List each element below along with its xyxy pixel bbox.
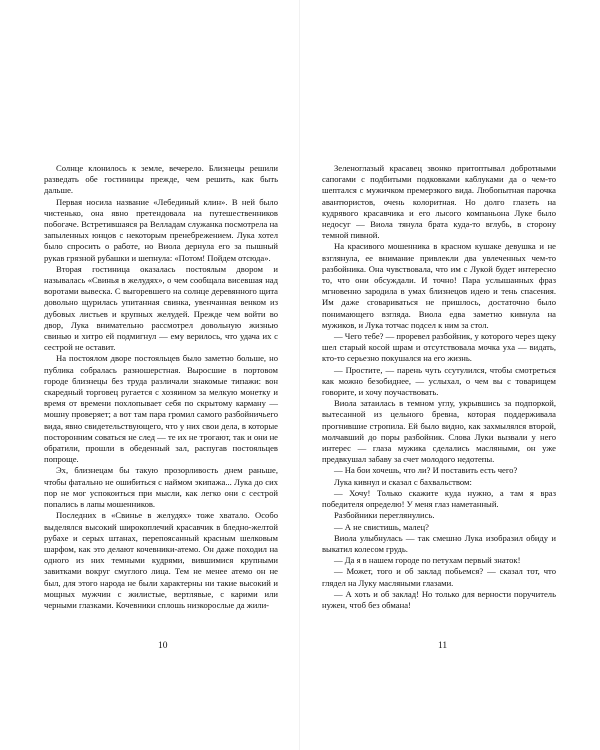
paragraph: На красивого мошенника в красном кушаке девушка и не взглянула, ее внимание привлекли два увлеченных чем-то разбойника. Она чувствовала, что им с Лукой будет интересно то, что они обсуждали. И точно! Пара услышанных фраз мгновенно зародила в умах близнецов идею и тень спасения. Им даже сговариваться не пришлось, достаточно было понимающего взгляда. Виола едва заметно кивнула на мужиков, и Лука тотчас подсел к ним за стол. — [322, 241, 556, 330]
paragraph: — Может, того и об заклад побьемся? — сказал тот, что глядел на Луку масляными глазами. — [322, 566, 556, 588]
paragraph: На постоялом дворе постояльцев было заметно больше, но публика собралась разношерстная. Выросшие в портовом городе близнецы без труда различали знакомые типажи: вон скаредный торговец ругается с хозяином за мелкую монетку и время от времени похлопывает себя по скрытому карману — мошну проверяет; а вот там пара громил самого разбойничьего вида, явно свидетельствующего, что у них свои дела, в которые посторонним соваться не след — те их не трогают, так и они не обратили, прошли в обеденный зал, распугав постояльцев попроще. — [44, 353, 278, 465]
left-page-text — [44, 163, 278, 611]
paragraph: Зеленоглазый красавец звонко притоптывал добротными сапогами с подбитыми подковками каблуками да о чем-то шептался с мужичком премерзкого вида. Любопытная парочка авантюристов, очень колоритная. Но долго глазеть на кудрявого красавчика и его лысого компаньона Луке было недосуг — Виола тянула брата куда-то вглубь, в сторону темной пивной. — [322, 163, 556, 241]
paragraph: Последних в «Свинье в желудях» тоже хватало. Особо выделялся высокий широкоплечий красавчик в бледно-желтой рубахе и серых штанах, перепоясанный красным шелковым шарфом, как это делают кочевники-атемо. Он даже походил на одного из них темными кудрями, вившимися крупными завитками вокруг смуглого лица. Тем не менее атемо он не был, для этого народа не были характерны ни такие высокий и мощных мужчин с жилистые, вертлявые, с карими или черными глазками. Кочевники сплошь низкорослые да жили- — [44, 510, 278, 610]
paragraph: — Простите, — парень чуть ссутулился, чтобы смотреться как можно безобиднее, — услыхал, о чем вы с товарищем говорите, и хочу поучаствовать. — [322, 364, 556, 398]
paragraph: — Чего тебе? — проревел разбойник, у которого через щеку шел старый косой шрам и отсутствовала мочка уха — видать, кто-то серьезно покушался на его жизнь. — [322, 331, 556, 364]
right-page — [300, 0, 600, 750]
page-number: 10 — [158, 641, 168, 651]
paragraph: — Да я в нашем городе по петухам первый знаток! — [334, 555, 521, 566]
paragraph: — А не свистишь, малец? — [334, 521, 429, 532]
paragraph: — На бои хочешь, что ли? И поставить есть чего? — [334, 465, 518, 476]
paragraph: — Хочу! Только скажите куда нужно, а там я враз победителя определю! У меня глаз наметанный. — [322, 487, 556, 510]
paragraph: — А хоть и об заклад! Но только для верности поручитель нужен, чтоб без обмана! — [322, 588, 556, 610]
paragraph: Виола улыбнулась — так смешно Лука изобразил обиду и выкатил колесом грудь. — [322, 532, 556, 554]
paragraph: Виола затаилась в темном углу, укрывшись за подпоркой, вытесанной из цельного бревна, которая поддерживала прогнившие стропила. Ей было видно, как захмылялся второй, молчавший до поры разбойник. Слова Луки вызвали у него интерес — глаза мужика сделались масляными, он уже предвкушал забаву за счет молодого недотепы. — [322, 398, 556, 465]
paragraph: Вторая гостиница оказалась постоялым двором и называлась «Свинья в желудях», о чем сообщала висевшая над воротами вывеска. С выгоревшего на солнце деревянного щита довольно щурилась упитанная свинка, увенчанная венком из дубовых листьев и крупных желудей. Прежде чем войти во двор, Лука внимательно рассмотрел довольную жизнью свинью и хитро ей подмигнул — ему верилось, что удача их с сестрой не оставит. — [44, 263, 278, 353]
page-number: 11 — [438, 641, 448, 651]
paragraph: Разбойники переглянулись. — [334, 510, 435, 521]
paragraph: Эх, близнецам бы такую прозорливость днем раньше, чтобы фатально не ошибиться с наймом экипажа... Лука до сих пор не мог успокоиться при мысли, как легко они с сестрой попались в лапы мошенников. — [44, 465, 278, 510]
right-page-text — [322, 163, 556, 611]
paragraph: Лука кивнул и сказал с бахвальством: — [334, 476, 472, 487]
paragraph: Первая носила название «Лебединый клин». В ней было чистенько, она явно претендовала на путешественников побогаче. Встретившаяся ра Велладам служанка посмотрела на запыленных юнцов с некоторым пренебрежением. Лука хотел было спросить о работе, но Виола дернула его за пышный рукав грязной рубашки и шепнула: «Потом! Пойдем отсюда». — [44, 196, 278, 263]
paragraph: Солнце клонилось к земле, вечерело. Близнецы решили разведать обе гостиницы прежде, чем решить, как быть дальше. — [44, 163, 278, 196]
